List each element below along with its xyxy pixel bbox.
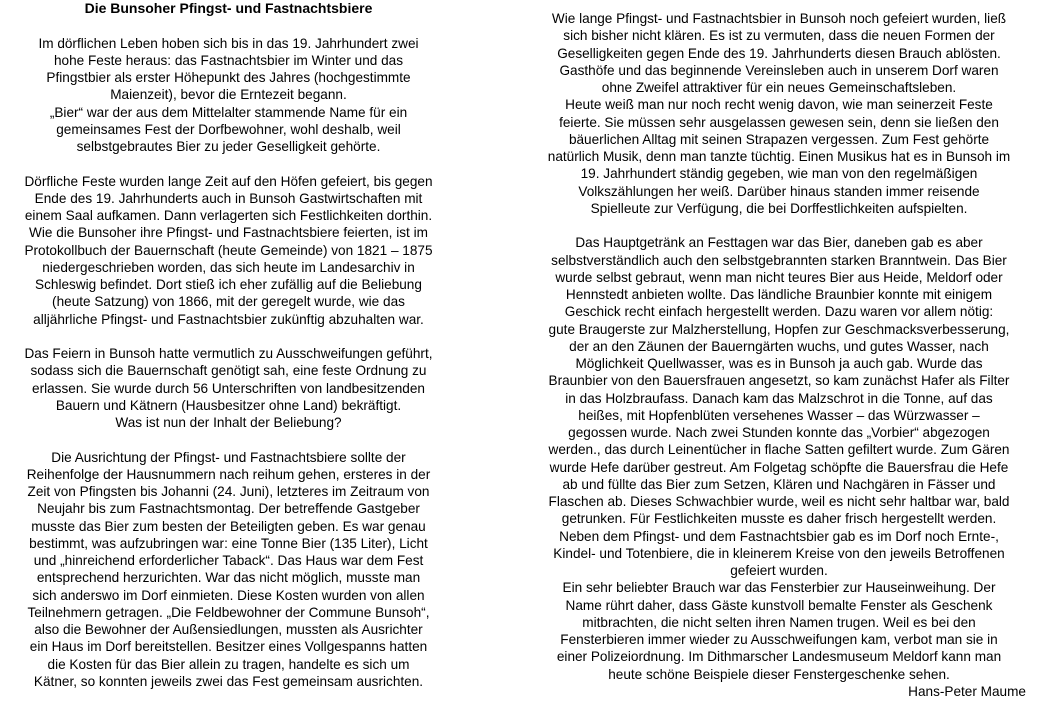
paragraph-break: [2, 17, 455, 34]
paragraph-break: [2, 431, 455, 448]
text-line: Fensterbieren immer wieder zu Ausschweifungen kam, verbot man sie in: [560, 632, 998, 647]
text-line: sich anderswo im Dorf einmieten. Diese Kosten wurden von allen: [32, 587, 425, 603]
text-line: einer Polizeiordnung. Im Dithmarscher Landesmuseum Meldorf kann man: [556, 649, 1002, 665]
text-line: Dörfliche Feste wurden lange Zeit auf den Höfen gefeiert, bis gegen: [24, 173, 433, 189]
text-line: bäuerlichen Alltag mit seinen Strapazen vergessen. Zum Fest gehörte: [568, 131, 990, 147]
text-line: alljährliche Pfingst- und Fastnachtsbier zukünftig abzuhalten war.: [33, 311, 424, 327]
left-column-text: [2, 17, 455, 690]
text-line: Möglichkeit Quellwasser, was es in Bunsoh ja auch gab. Wurde das: [575, 356, 983, 371]
text-line: ein Haus im Dorf bereitstellen. Besitzer eines Vollgespanns hatten: [29, 639, 428, 655]
text-line: selbstverständlich auch den selbstgebrannten starken Branntwein. Das Bier: [551, 252, 1007, 268]
text-line: sodass sich die Bauernschaft genötigt sah, eine feste Ordnung zu: [30, 363, 427, 379]
text-line: einem Saal aufkamen. Dann verlagerten sich Festlichkeiten dorthin.: [24, 208, 433, 223]
text-line: Pfingstbier als erster Höhepunkt des Jahres (hochgestimmte: [46, 70, 411, 85]
text-line: Neujahr bis zum Fastnachtsmontag. Der betreffende Gastgeber: [37, 501, 420, 517]
text-line: Gasthöfe und das beginnende Vereinsleben auch in unserem Dorf waren: [559, 62, 999, 78]
text-line: wurde Hefe darüber gestreut. Am Folgetag schöpfte die Bauersfrau die Hefe: [549, 459, 1009, 475]
text-line: die Kosten für das Bier allein zu tragen, handelte es sich um: [47, 656, 410, 672]
text-line: Das Hauptgetränk an Festtagen war das Bier, daneben gab es aber: [575, 235, 983, 251]
text-line: musste das Bier zum besten der Beteiligten geben. Es war genau: [31, 518, 426, 534]
text-line: Was ist nun der Inhalt der Beliebung?: [115, 415, 342, 430]
text-line: werden., das durch Leinentücher in flache Satten gefiltert wurde. Zum Gären: [548, 442, 1010, 458]
text-line: entsprechend herzurichten. War das nicht möglich, musste man: [36, 570, 421, 586]
text-line: (heute Satzung) von 1866, mit der geregelt wurde, wie das: [52, 294, 405, 310]
text-line: bestimmt, was aufzubringen war: eine Tonne Bier (135 Liter), Licht: [29, 535, 428, 551]
text-line: feierte. Sie müssen sehr ausgelassen gewesen sein, denn sie ließen den: [559, 114, 999, 130]
right-column: [522, 10, 1036, 700]
paragraph-break: [2, 155, 455, 172]
text-line: gegossen wurde. Nach zwei Stunden konnte das „Vorbier“ abgezogen: [568, 425, 990, 440]
text-line: Kätner, so konnten jeweils zwei das Fest gemeinsam ausrichten.: [33, 673, 424, 689]
text-line: Hennstedt anbieten wollte. Das ländliche Braunbier konnte mit einigem: [565, 287, 993, 302]
text-line: Wie lange Pfingst- und Fastnachtsbier in Bunsoh noch gefeiert wurden, ließ: [551, 11, 1007, 26]
text-line: getrunken. Für Festlichkeiten musste es daher frisch hergestellt werden.: [561, 511, 997, 527]
right-column-text: [522, 10, 1036, 683]
text-line: also die Bewohner der Außensiedlungen, mussten als Ausrichter: [34, 622, 423, 637]
text-line: Schleswig befindet. Dort stieß ich eher zufällig auf die Beliebung: [35, 277, 422, 292]
text-line: in das Holzbraufass. Danach kam das Malzschrot in die Tonne, auf das: [565, 390, 993, 406]
text-line: und „hinreichend erforderlicher Taback“. Das Haus war dem Fest: [33, 553, 424, 568]
article-title: Die Bunsoher Pfingst- und Fastnachtsbiere: [84, 0, 373, 16]
text-line: Spielleute zur Verfügung, die bei Dorffestlichkeiten aufspielten.: [590, 200, 968, 216]
text-line: Ein sehr beliebter Brauch war das Fensterbier zur Hauseinweihung. Der: [562, 580, 996, 596]
text-line: wurde selbst gebraut, wenn man nicht teures Bier aus Heide, Meldorf oder: [555, 269, 1003, 285]
text-line: heute schöne Beispiele dieser Fenstergeschenke sehen.: [608, 666, 950, 682]
text-line: Im dörflichen Leben hoben sich bis in das 19. Jahrhundert zwei: [38, 35, 419, 51]
text-line: niedergeschrieben worden, das sich heute im Landesarchiv in: [42, 259, 415, 275]
text-line: Reihenfolge der Hausnummern nach reihum gehen, ersteres in der: [26, 466, 431, 482]
text-line: sich bisher nicht klären. Es ist zu vermuten, dass die neuen Formen der: [563, 28, 995, 44]
text-line: Braunbier von den Bauersfrauen angesetzt, so kam zunächst Hafer als Filter: [548, 373, 1010, 389]
text-line: Zeit von Pfingsten bis Johanni (24. Juni), letzteres im Zeitraum von: [27, 484, 430, 499]
text-line: Die Ausrichtung der Pfingst- und Fastnachtsbiere sollte der: [51, 449, 406, 465]
text-line: Heute weiß man nur noch recht wenig davon, wie man seinerzeit Feste: [565, 97, 993, 113]
text-line: Ende des 19. Jahrhunderts auch in Bunsoh Gastwirtschaften mit: [34, 190, 423, 206]
text-line: Das Feiern in Bunsoh hatte vermutlich zu Ausschweifungen geführt,: [24, 346, 433, 361]
text-line: heißes, mit Hopfenblüten versehenes Wasser – das Würzwasser –: [578, 407, 980, 423]
paragraph-break: [522, 217, 1036, 234]
text-line: Neben dem Pfingst- und dem Fastnachtsbier gab es im Dorf noch Ernte-,: [559, 528, 999, 544]
text-line: selbstgebrautes Bier zu jeder Geselligkeit gehörte.: [76, 139, 381, 154]
author-signature: Hans-Peter Maume: [908, 683, 1026, 699]
text-line: gute Braugerste zur Malzherstellung, Hopfen zur Geschmacksverbesserung,: [548, 321, 1010, 337]
text-line: ohne Zweifel attraktiver für ein neues Gemeinschaftsleben.: [601, 80, 957, 95]
text-line: mitbrachten, die nicht selten ihren Namen trugen. Weil es bei den: [582, 614, 976, 630]
text-line: Wie die Bunsoher ihre Pfingst- und Fastnachtsbiere feierten, ist im: [29, 225, 428, 241]
left-column: [2, 0, 455, 690]
text-line: hohe Feste heraus: das Fastnachtsbier im Winter und das: [53, 52, 404, 68]
text-line: Flaschen ab. Dieses Schwachbier wurde, weil es nicht sehr haltbar war, bald: [548, 494, 1010, 509]
text-line: der an den Zäunen der Bauerngärten wuchs, und gutes Wasser, nach: [569, 338, 989, 354]
text-line: gemeinsames Fest der Dorfbewohner, wohl deshalb, weil: [56, 121, 401, 137]
text-line: „Bier“ war der aus dem Mittelalter stammende Name für ein: [49, 104, 408, 120]
text-line: Geschick recht einfach hergestellt werden. Dazu waren vor allem nötig:: [564, 304, 994, 320]
text-line: Maienzeit), bevor die Erntezeit begann.: [110, 87, 347, 103]
text-line: gefeiert wurden.: [730, 563, 828, 578]
text-line: Protokollbuch der Bauernschaft (heute Gemeinde) von 1821 – 1875: [24, 242, 433, 258]
paragraph-break: [2, 328, 455, 345]
text-line: Name rührt daher, dass Gäste kunstvoll bemalte Fenster als Geschenk: [565, 597, 993, 613]
text-line: Volkszählungen her weiß. Darüber hinaus standen immer reisende: [578, 183, 980, 199]
text-line: erlassen. Sie wurde durch 56 Unterschriften von landbesitzenden: [32, 380, 425, 396]
text-line: Geselligkeiten gegen Ende des 19. Jahrhunderts diesen Brauch ablösten.: [557, 45, 1001, 61]
text-line: ab und füllte das Bier zum Setzen, Klären und Nachgären in Fässer und: [562, 476, 996, 492]
text-line: 19. Jahrhundert ständig gegeben, wie man von den regelmäßigen: [580, 166, 978, 182]
text-line: Kindel- und Totenbiere, die in kleinerem Kreise von den jeweils Betroffenen: [553, 545, 1005, 561]
text-line: Bauern und Kätnern (Hausbesitzer ohne Land) bekräftigt.: [55, 397, 402, 413]
text-line: Teilnehmern getragen. „Die Feldbewohner der Commune Bunsoh“,: [27, 604, 430, 620]
text-line: natürlich Musik, denn man tanzte tüchtig. Einen Musikus hat es in Bunsoh im: [547, 149, 1011, 164]
